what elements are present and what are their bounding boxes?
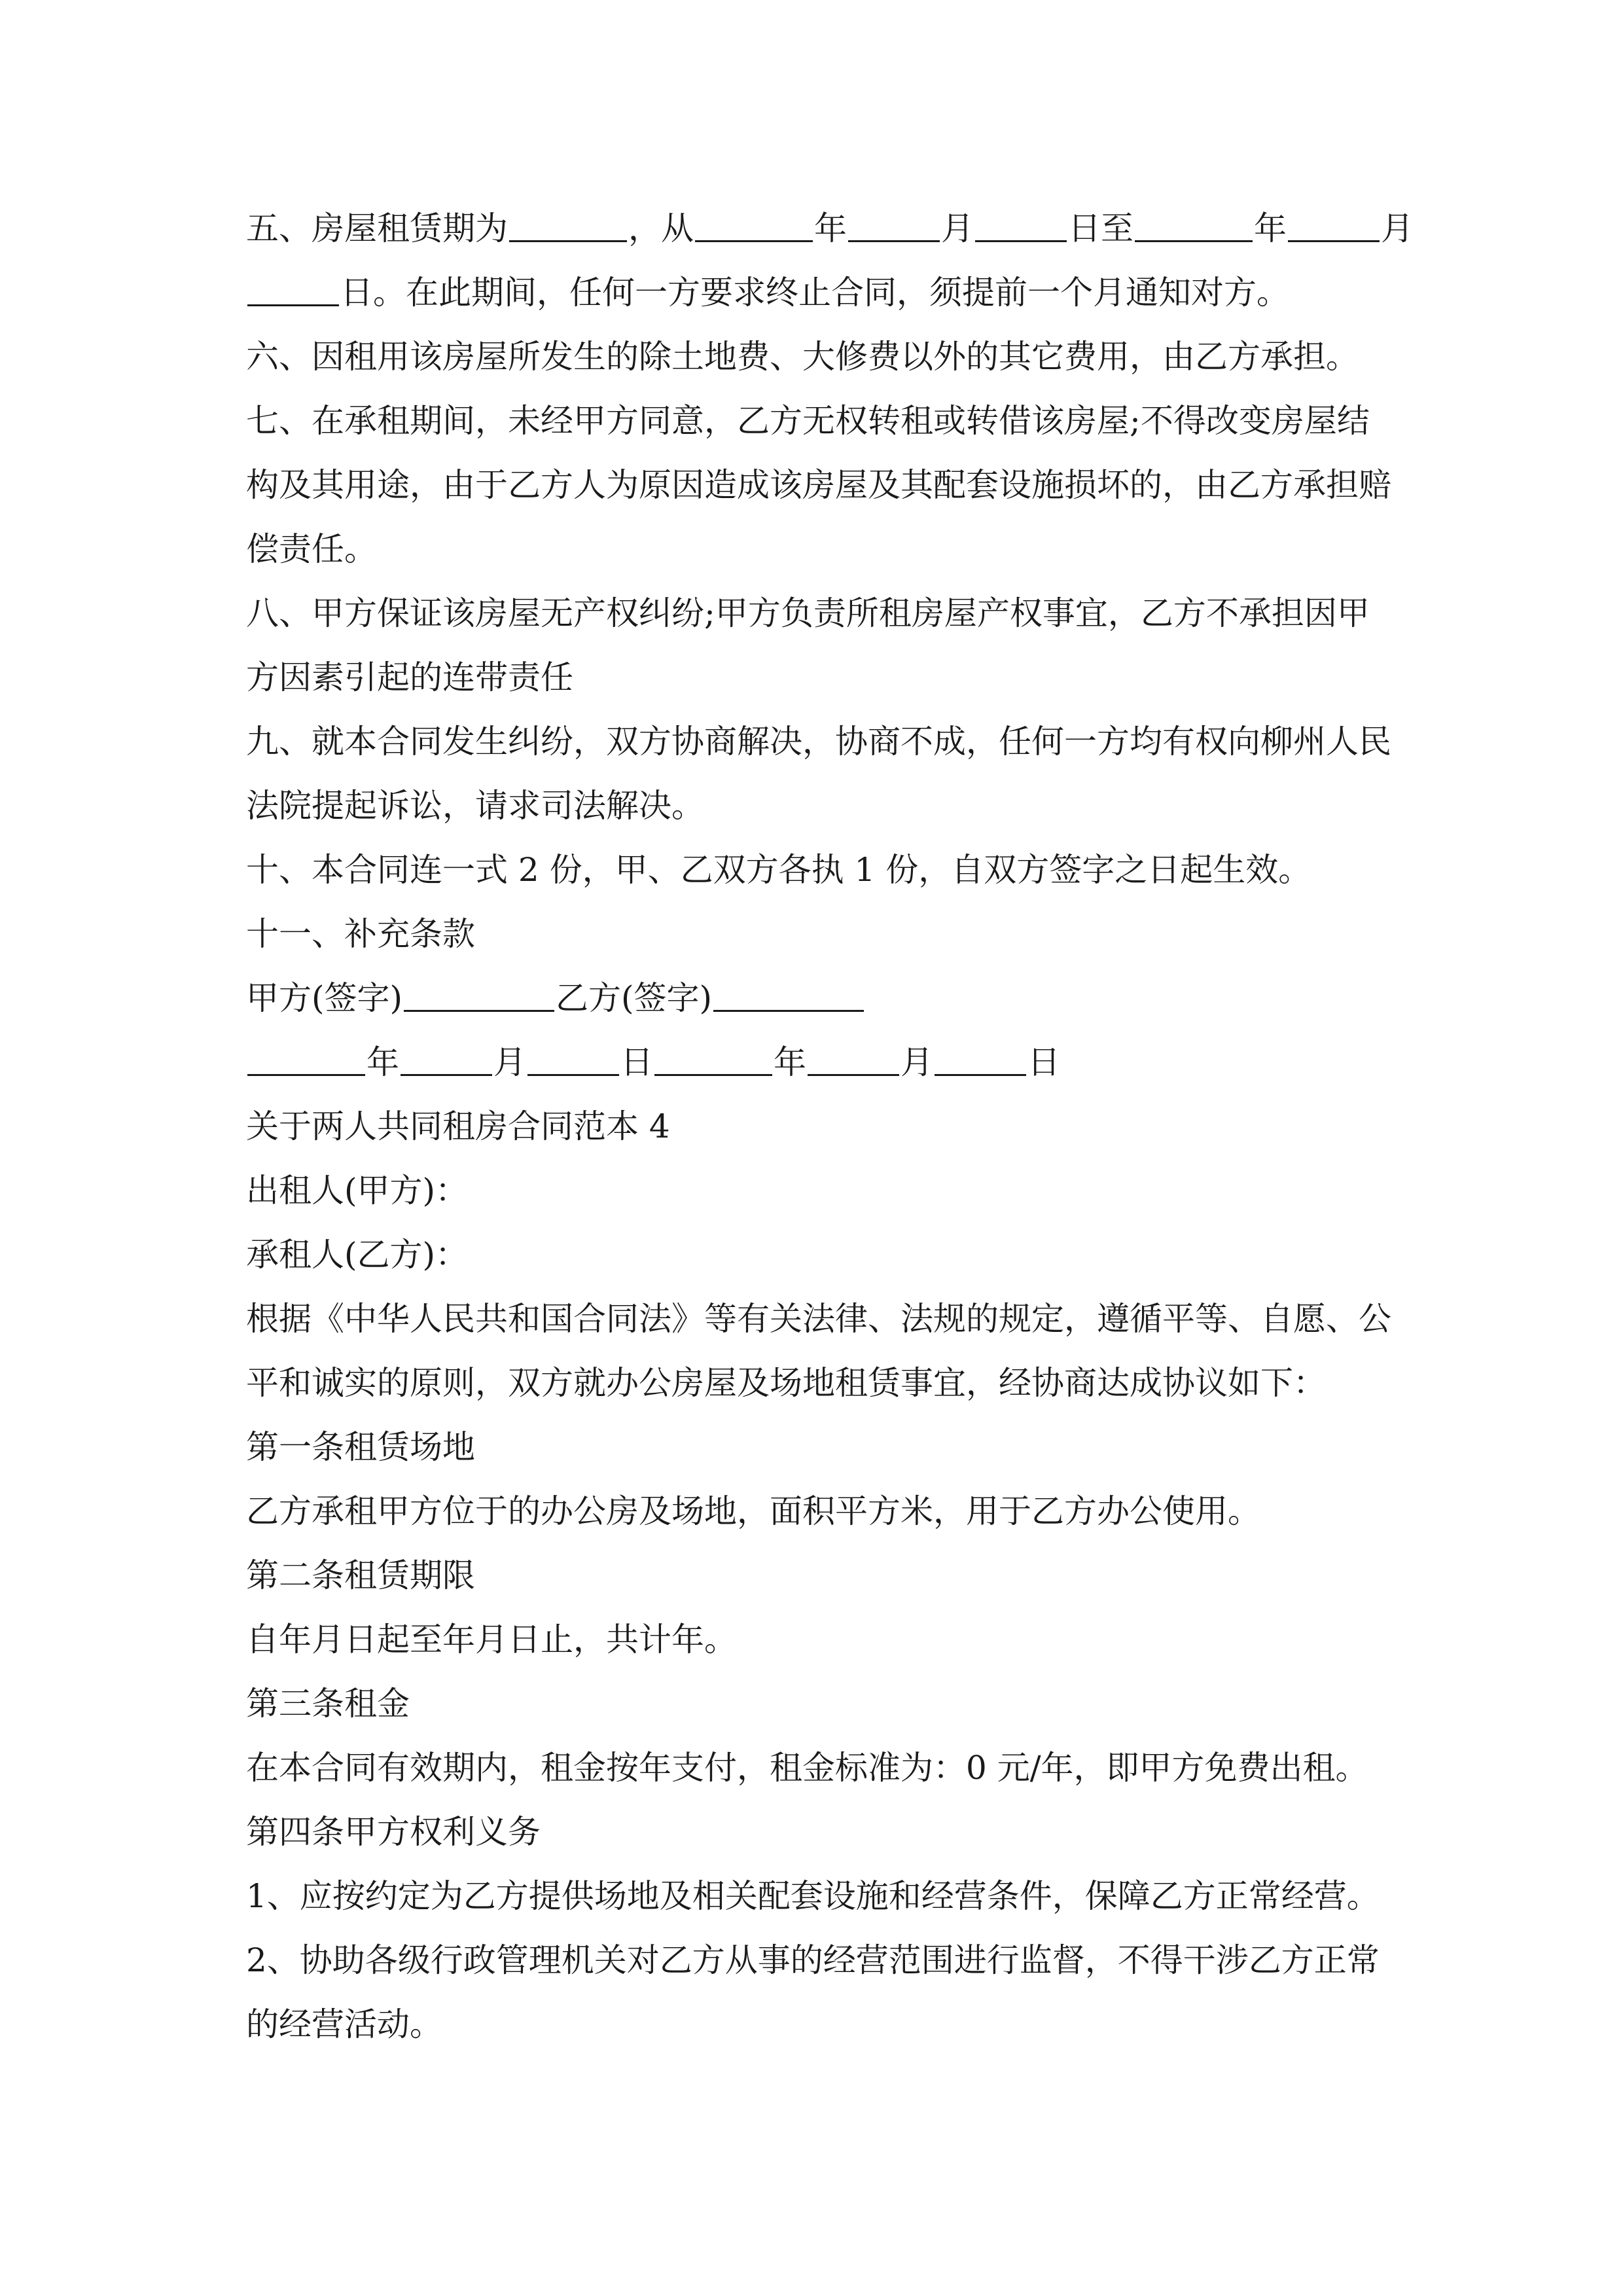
clause-9-line-1: 九、就本合同发生纠纷，双方协商解决，协商不成，任何一方均有权向柳州人民: [246, 723, 1391, 761]
party-a-signature-blank: [404, 977, 554, 1012]
article-2-title: 第二条租赁期限: [246, 1556, 475, 1594]
clause-11: 十一、补充条款: [246, 915, 475, 953]
clause-8-line-1: 八、甲方保证该房屋无产权纠纷;甲方负责所租房屋产权事宜，乙方不承担因甲: [246, 594, 1370, 632]
year-label: 年: [1254, 209, 1287, 247]
clause-7-line-3: 偿责任。: [246, 530, 377, 568]
lessee-label: 承租人(乙方)：: [246, 1236, 469, 1274]
month-blank: [808, 1041, 899, 1076]
article-4-item-2-line-2: 的经营活动。: [246, 2005, 442, 2043]
clause-5-line-2: [246, 260, 1378, 325]
article-3-body: 在本合同有效期内，租金按年支付，租金标准为：0 元/年，即甲方免费出租。: [246, 1749, 1368, 1787]
year-label: 年: [774, 1043, 806, 1081]
day-label: 日: [1027, 1043, 1060, 1081]
month-blank: [1288, 207, 1380, 242]
article-4-item-2-line-1: 2、协助各级行政管理机关对乙方从事的经营范围进行监督，不得干涉乙方正常: [246, 1941, 1380, 1979]
article-1-body: 乙方承租甲方位于的办公房及场地，面积平方米，用于乙方办公使用。: [246, 1492, 1260, 1530]
clause-7-line-1: 七、在承租期间，未经甲方同意，乙方无权转租或转借该房屋;不得改变房屋结: [246, 402, 1370, 440]
article-3-title: 第三条租金: [246, 1685, 410, 1723]
month-blank: [848, 207, 940, 242]
signature-line: [246, 966, 1378, 1030]
day-to-label: 日至: [1068, 209, 1133, 247]
month-label: 月: [941, 209, 974, 247]
clause-5-text: 五、房屋租赁期为: [246, 209, 508, 247]
year-label: 年: [366, 1043, 399, 1081]
article-4-item-1: 1、应按约定为乙方提供场地及相关配套设施和经营条件，保障乙方正常经营。: [246, 1877, 1380, 1915]
article-2-body: 自年月日起至年月日止，共计年。: [246, 1621, 737, 1659]
day-label: 日: [620, 1043, 653, 1081]
clause-5-from: ，从: [628, 209, 694, 247]
month-blank: [401, 1041, 492, 1076]
year-blank: [1135, 207, 1253, 242]
day-blank: [247, 272, 339, 306]
document-body: [246, 196, 1414, 2056]
clause-5-line-1: [246, 196, 1414, 260]
clause-9-line-2: 法院提起诉讼，请求司法解决。: [246, 787, 704, 825]
term-blank: [509, 207, 627, 242]
day-blank: [975, 207, 1067, 242]
party-b-signature-label: 乙方(签字): [556, 979, 713, 1017]
article-4-title: 第四条甲方权利义务: [246, 1813, 541, 1851]
signature-date-line: [246, 1030, 1378, 1094]
year-label: 年: [814, 209, 847, 247]
contract-title-4: 关于两人共同租房合同范本 4: [246, 1107, 670, 1145]
party-a-signature-label: 甲方(签字): [246, 979, 403, 1017]
month-label: 月: [901, 1043, 933, 1081]
clause-8-line-2: 方因素引起的连带责任: [246, 658, 573, 696]
month-label: 月: [493, 1043, 526, 1081]
preamble-line-2: 平和诚实的原则，双方就办公房屋及场地租赁事宜，经协商达成协议如下：: [246, 1364, 1326, 1402]
clause-5-notice: 日。在此期间，任何一方要求终止合同，须提前一个月通知对方。: [340, 274, 1289, 312]
year-blank: [247, 1041, 365, 1076]
year-blank: [695, 207, 813, 242]
lessor-label: 出租人(甲方)：: [246, 1172, 469, 1210]
article-1-title: 第一条租赁场地: [246, 1428, 475, 1466]
clause-6: 六、因租用该房屋所发生的除土地费、大修费以外的其它费用，由乙方承担。: [246, 338, 1359, 376]
day-blank: [527, 1041, 619, 1076]
preamble-line-1: 根据《中华人民共和国合同法》等有关法律、法规的规定，遵循平等、自愿、公: [246, 1300, 1391, 1338]
party-b-signature-blank: [713, 977, 864, 1012]
day-blank: [935, 1041, 1026, 1076]
clause-10: 十、本合同连一式 2 份，甲、乙双方各执 1 份，自双方签字之日起生效。: [246, 851, 1311, 889]
clause-7-line-2: 构及其用途，由于乙方人为原因造成该房屋及其配套设施损坏的，由乙方承担赔: [246, 466, 1391, 504]
year-blank: [654, 1041, 772, 1076]
month-label: 月: [1381, 209, 1414, 247]
